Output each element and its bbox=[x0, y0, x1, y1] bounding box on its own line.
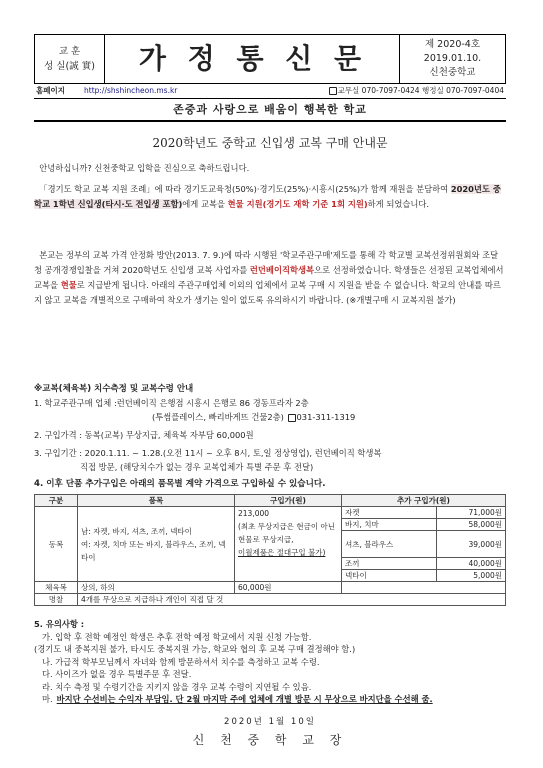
caution-ga-note: (경기도 내 중복지원 불가, 타시도 중복지원 가능, 학교와 협의 후 교복 구매 결정해야 함.) bbox=[34, 644, 356, 654]
pe-extra bbox=[342, 582, 506, 594]
caution-ma-prefix: 마. bbox=[42, 694, 53, 704]
greeting-text: 안녕하십니까? 신천중학교 입학을 진심으로 축하드립니다. bbox=[39, 163, 250, 173]
measure-list bbox=[34, 396, 506, 491]
greeting bbox=[34, 161, 506, 176]
para2-t1: 본교는 정부의 교복 가격 안정화 방안(2013. 7. 9.)에 따라 시행된 '학교주관구매'제도를 통해 각 학교별 교복선정위원회와 조달청 공개경쟁입찰을 거쳐 2020학년도 신입생 교복 사업자를 bbox=[34, 250, 499, 275]
pe-price: 60,000원 bbox=[235, 582, 342, 594]
paragraph-vendor bbox=[34, 248, 506, 308]
issue-number: 제 2020-4호 bbox=[424, 39, 481, 50]
motto-label: 교 훈 bbox=[58, 46, 81, 57]
cautions-heading: 5. 유의사항 : bbox=[34, 619, 85, 629]
phone-info bbox=[328, 84, 504, 98]
extra-price: 5,000원 bbox=[436, 570, 505, 582]
pe-items: 상의, 하의 bbox=[78, 582, 235, 594]
measure-item-3b: 직접 방문, (해당치수가 없는 경우 교복업체가 특별 주문 후 전달) bbox=[80, 462, 314, 472]
extra-price: 40,000원 bbox=[436, 558, 505, 570]
winter-price-cell bbox=[235, 507, 342, 582]
caution-na: 나. 가급적 학부모님께서 자녀와 함께 방문하셔서 치수를 측정하고 교복 수령. bbox=[42, 656, 320, 667]
measure-item-2: 2. 구입가격 : 동복(교복) 무상지급, 체육복 자부담 60,000원 bbox=[34, 430, 254, 440]
caution-ma-text: 바지단 수선비는 수익자 부담임. 단 2월 마지막 주에 업체에 개별 방문 시 무상으로 바지단을 수선해 줌. bbox=[56, 694, 433, 704]
extra-item: 셔츠, 블라우스 bbox=[342, 531, 437, 558]
principal-signature: 신 천 중 학 교 장 bbox=[192, 733, 348, 747]
phone-icon bbox=[329, 87, 337, 95]
table-header-row bbox=[35, 495, 506, 507]
para1-t3: 에게 교복을 bbox=[182, 199, 228, 209]
table-header: 구분 bbox=[35, 495, 78, 507]
caution-ma bbox=[34, 693, 506, 706]
issue-date: 2019.01.10. bbox=[423, 53, 482, 64]
phone-icon bbox=[288, 414, 296, 422]
contact-bar bbox=[34, 84, 506, 99]
name-label: 명찰 bbox=[35, 594, 78, 606]
caution-ra: 라. 치수 측정 및 수령기간을 지키지 않을 경우 교복 수령이 지연될 수 있음. bbox=[42, 681, 312, 692]
issue-meta bbox=[399, 35, 505, 83]
pe-label: 체육복 bbox=[35, 582, 78, 594]
motto-box bbox=[35, 35, 105, 83]
table-row bbox=[35, 594, 506, 606]
table-row bbox=[35, 507, 506, 519]
school-slogan: 존중과 사랑으로 배움이 행복한 학교 bbox=[34, 100, 506, 122]
cautions bbox=[34, 618, 506, 706]
newsletter bbox=[34, 34, 506, 747]
header-box bbox=[34, 34, 506, 84]
table-header: 품목 bbox=[78, 495, 235, 507]
page-title: 가 정 통 신 문 bbox=[138, 42, 368, 75]
extra-item: 넥타이 bbox=[342, 570, 437, 582]
para2-t4: 현물 bbox=[60, 280, 77, 290]
notice-title: 2020학년도 중학교 신입생 교복 구매 안내문 bbox=[152, 136, 388, 150]
winter-items bbox=[78, 507, 235, 582]
para2-t2: 런던베이직학생복 bbox=[249, 265, 315, 275]
extra-item: 자켓 bbox=[342, 507, 437, 519]
extra-price: 58,000원 bbox=[436, 519, 505, 531]
caution-ga: 가. 입학 후 전학 예정인 학생은 추후 전학 예정 학교에서 지원 신청 가능함. bbox=[42, 631, 312, 642]
table-header: 구입가(원) bbox=[235, 495, 342, 507]
measure-item-1b-row bbox=[34, 410, 506, 424]
winter-label: 동복 bbox=[35, 507, 78, 582]
measure-item-1c: 031-311-1319 bbox=[296, 412, 356, 422]
winter-note-b: 이월제품은 절대구입 불가) bbox=[238, 548, 326, 557]
price-table bbox=[34, 494, 506, 606]
winter-items-m: 남: 자켓, 바지, 셔츠, 조끼, 넥타이 bbox=[81, 526, 192, 536]
school-name: 신천중학교 bbox=[429, 67, 476, 78]
para1-t1: 「경기도 학교 교복 지원 조례」에 따라 경기도교육청(50%)·경기도(25%)·시흥시(25%)가 함께 재원을 분담하여 bbox=[39, 184, 451, 194]
winter-items-f: 여: 자켓, 치마 또는 바지, 블라우스, 조끼, 넥타이 bbox=[81, 539, 226, 562]
measure-item-1a: 1. 학교주관구매 업체 :런던베이직 은행점 시흥시 은행로 86 경동프라자 2층 bbox=[34, 398, 309, 408]
table-header: 추가 구입가(원) bbox=[342, 495, 506, 507]
phone-text: 교무실 070-7097-0424 행정실 070-7097-0404 bbox=[337, 86, 504, 95]
para2-t3: 으로 선정하였습니다. 학생들은 선정된 교복업체에서 교복을 bbox=[34, 265, 504, 290]
measure-item-4: 4. 이후 단품 추가구입은 아래의 품목별 계약 가격으로 구입하실 수 있습니다. bbox=[34, 479, 326, 489]
winter-note-a: (최초 무상지급은 현금이 아닌 현물로 무상지급, bbox=[238, 522, 336, 544]
homepage-label: 홈페이지 bbox=[36, 86, 65, 95]
para1-t5: 하게 되었습니다. bbox=[367, 199, 430, 209]
para1-t2: 2020년도 중학교 1학년 신입생(타시·도 전입생 포함) bbox=[34, 184, 501, 209]
para2-t5: 로 지급받게 됩니다. 아래의 주관구매업체 이외의 업체에서 교복 구매 시 지원을 받을 수 없습니다. 학교의 안내를 따르지 않고 교복을 개별적으로 구매하여 착오가 생기는 일이 없도록 유의하시기 바랍니다. (※개별구매 시 교복지원 불가) bbox=[34, 280, 501, 305]
motto-text: 성 실(誠 實) bbox=[44, 61, 95, 72]
paragraph-support bbox=[34, 182, 506, 212]
homepage-link[interactable]: http://shshincheon.ms.kr bbox=[84, 86, 178, 95]
extra-price: 39,000원 bbox=[436, 531, 505, 558]
measure-item-1b: (투썸플레이스, 빠리바게뜨 건물2층) bbox=[152, 412, 284, 422]
measure-heading: ※교복(체육복) 치수측정 및 교복수령 안내 bbox=[34, 384, 194, 394]
caution-da: 다. 사이즈가 없을 경우 특별주문 후 전달. bbox=[42, 669, 192, 679]
extra-item: 바지, 치마 bbox=[342, 519, 437, 531]
extra-price: 71,000원 bbox=[436, 507, 505, 519]
para1-t4: 현물 지원(경기도 재학 기준 1회 지원) bbox=[227, 199, 368, 209]
winter-price: 213,000 bbox=[238, 509, 270, 518]
name-text: 4개를 무상으로 지급하나 개인이 직접 달 것 bbox=[78, 594, 506, 606]
extra-item: 조끼 bbox=[342, 558, 437, 570]
table-row bbox=[35, 582, 506, 594]
footer-date: 2020년 1월 10일 bbox=[224, 717, 316, 727]
measure-item-3a: 3. 구입기간 : 2020.1.11. ~ 1.28.(오전 11시 ~ 오후 8시, 토,일 정상영업), 런던베이직 학생복 bbox=[34, 448, 382, 458]
